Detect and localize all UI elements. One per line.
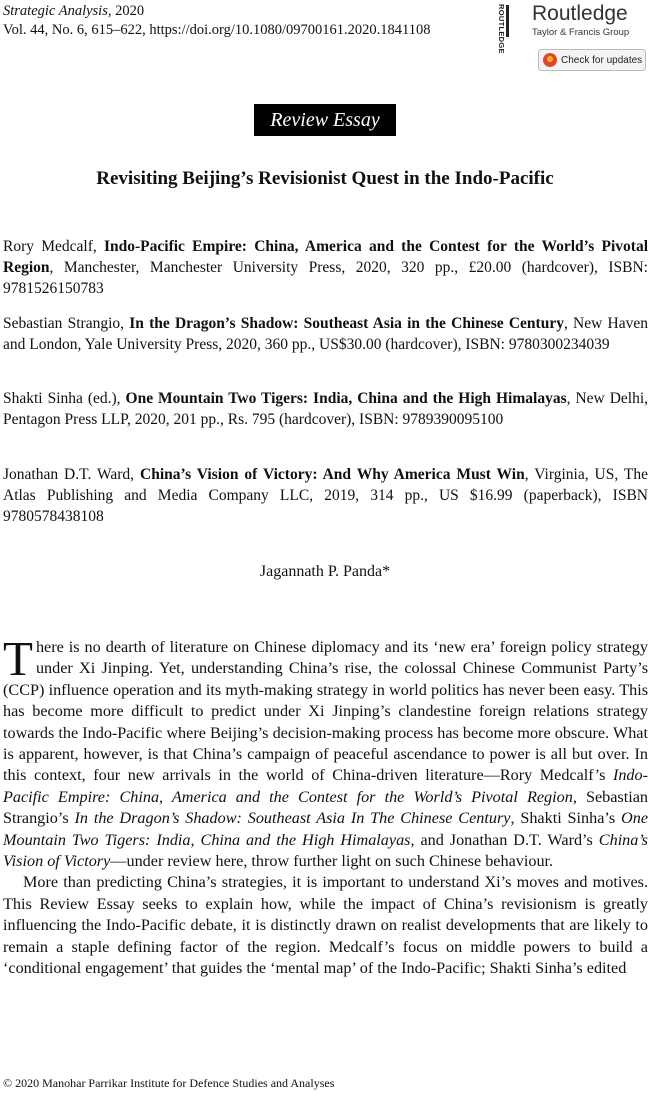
journal-citation[interactable]: Vol. 44, No. 6, 615–622, https://doi.org/10.1080/09700161.2020.1841108	[3, 22, 431, 38]
book-author: Jonathan D.T. Ward,	[3, 466, 141, 483]
text-run: here is no dearth of literature on Chinese diplomacy and its ‘new era’ foreign policy strategy under Xi Jinping. Yet, understanding China’s rise, the colossal Chinese Communist Party’s (CCP) influence operation and its myth-making strategy in world politics has never been easy. This has become more difficult to predict under Xi Jinping’s clandestine foreign relations strategy towards the Indo-Pacific where Beijing’s decision-making process has become more obscure. What is apparent, however, is that China’s campaign of peaceful ascendance to power is all but over. In this context, four new arrivals in the world of China-driven literature—Rory Medcalf’s	[3, 638, 648, 785]
italic-title: In the Dragon’s Shadow: Southeast Asia In The Chinese Century	[74, 809, 511, 828]
journal-year: , 2020	[107, 3, 145, 19]
italic-title: China’s Vision of Victory	[3, 830, 648, 871]
check-for-updates-button[interactable]	[538, 49, 646, 71]
paragraph-1	[3, 631, 649, 872]
paragraph-2: More than predicting China’s strategies, it is important to understand Xi’s moves and motives. This Review Essay seeks to explain how, while the impact of China’s revisionism is greatly influencing the Indo-Pacific debate, it is distinctly drawn on realist developments that are likely to remain a staple defining factor of the region. Medcalf’s focus on middle powers to build a ‘conditional engagement’ that guides the ‘mental map’ of the Indo-Pacific; Shakti Sinha’s edited	[3, 873, 648, 978]
book-details: , New Delhi, Pentagon Press LLP, 2020, 201 pp., Rs. 795 (hardcover), ISBN: 9789390095100	[3, 390, 648, 428]
publisher-group: Taylor & Francis Group	[532, 27, 630, 38]
article-title: Revisiting Beijing’s Revisionist Quest in the Indo-Pacific	[96, 168, 554, 189]
text-run: —under review here, throw further light on such Chinese behaviour.	[110, 852, 554, 871]
book-details: , New Haven and London, Yale University Press, 2020, 360 pp., US$30.00 (hardcover), ISBN: 9780300234039	[3, 315, 648, 353]
section-label: Review Essay	[254, 104, 396, 136]
book-title: Indo-Pacific Empire: China, America and the Contest for the World’s Pivotal Region	[3, 238, 648, 276]
book-entry-3	[3, 388, 648, 430]
book-entry-1	[3, 236, 648, 299]
book-entry-4	[3, 464, 648, 527]
routledge-logo[interactable]	[492, 2, 640, 54]
essay-author: Jagannath P. Panda*	[259, 563, 391, 580]
book-author: Sebastian Strangio,	[3, 315, 130, 332]
article-body	[3, 631, 649, 980]
text-run: , Shakti Sinha’s	[510, 809, 622, 828]
text-run: , and Jonathan D.T. Ward’s	[410, 830, 599, 849]
book-title: One Mountain Two Tigers: India, China and the High Himalayas	[125, 390, 567, 407]
journal-name: Strategic Analysis	[3, 3, 108, 19]
book-author: Shakti Sinha (ed.),	[3, 390, 126, 407]
book-title: China’s Vision of Victory: And Why America Must Win	[140, 466, 525, 483]
crossmark-icon	[543, 53, 557, 67]
check-for-updates-label: Check for updates	[561, 54, 643, 66]
copyright-footer: © 2020 Manohar Parrikar Institute for Defence Studies and Analyses	[3, 1076, 335, 1090]
book-author: Rory Medcalf,	[3, 238, 104, 255]
journal-header	[3, 2, 431, 40]
book-title: In the Dragon’s Shadow: Southeast Asia in the Chinese Century	[129, 315, 564, 332]
book-entry-2	[3, 313, 648, 355]
logo-bar	[506, 5, 509, 37]
routledge-vertical-mark: ROUTLEDGE	[497, 4, 506, 54]
italic-title: One Mountain Two Tigers: India, China and the High Himalayas	[3, 809, 649, 849]
italic-title: Indo-Pacific Empire: China, America and the Contest for the World’s Pivotal Region	[3, 766, 648, 806]
book-details: , Manchester, Manchester University Press, 2020, 320 pp., £20.00 (hardcover), ISBN: 9781526150783	[3, 259, 648, 297]
text-run: , Sebastian Strangio’s	[3, 787, 648, 828]
drop-cap: T	[3, 631, 33, 686]
publisher-name: Routledge	[532, 2, 628, 25]
book-details: , Virginia, US, The Atlas Publishing and Media Company LLC, 2019, 314 pp., US $16.99 (paperback), ISBN 9780578438108	[3, 466, 648, 525]
